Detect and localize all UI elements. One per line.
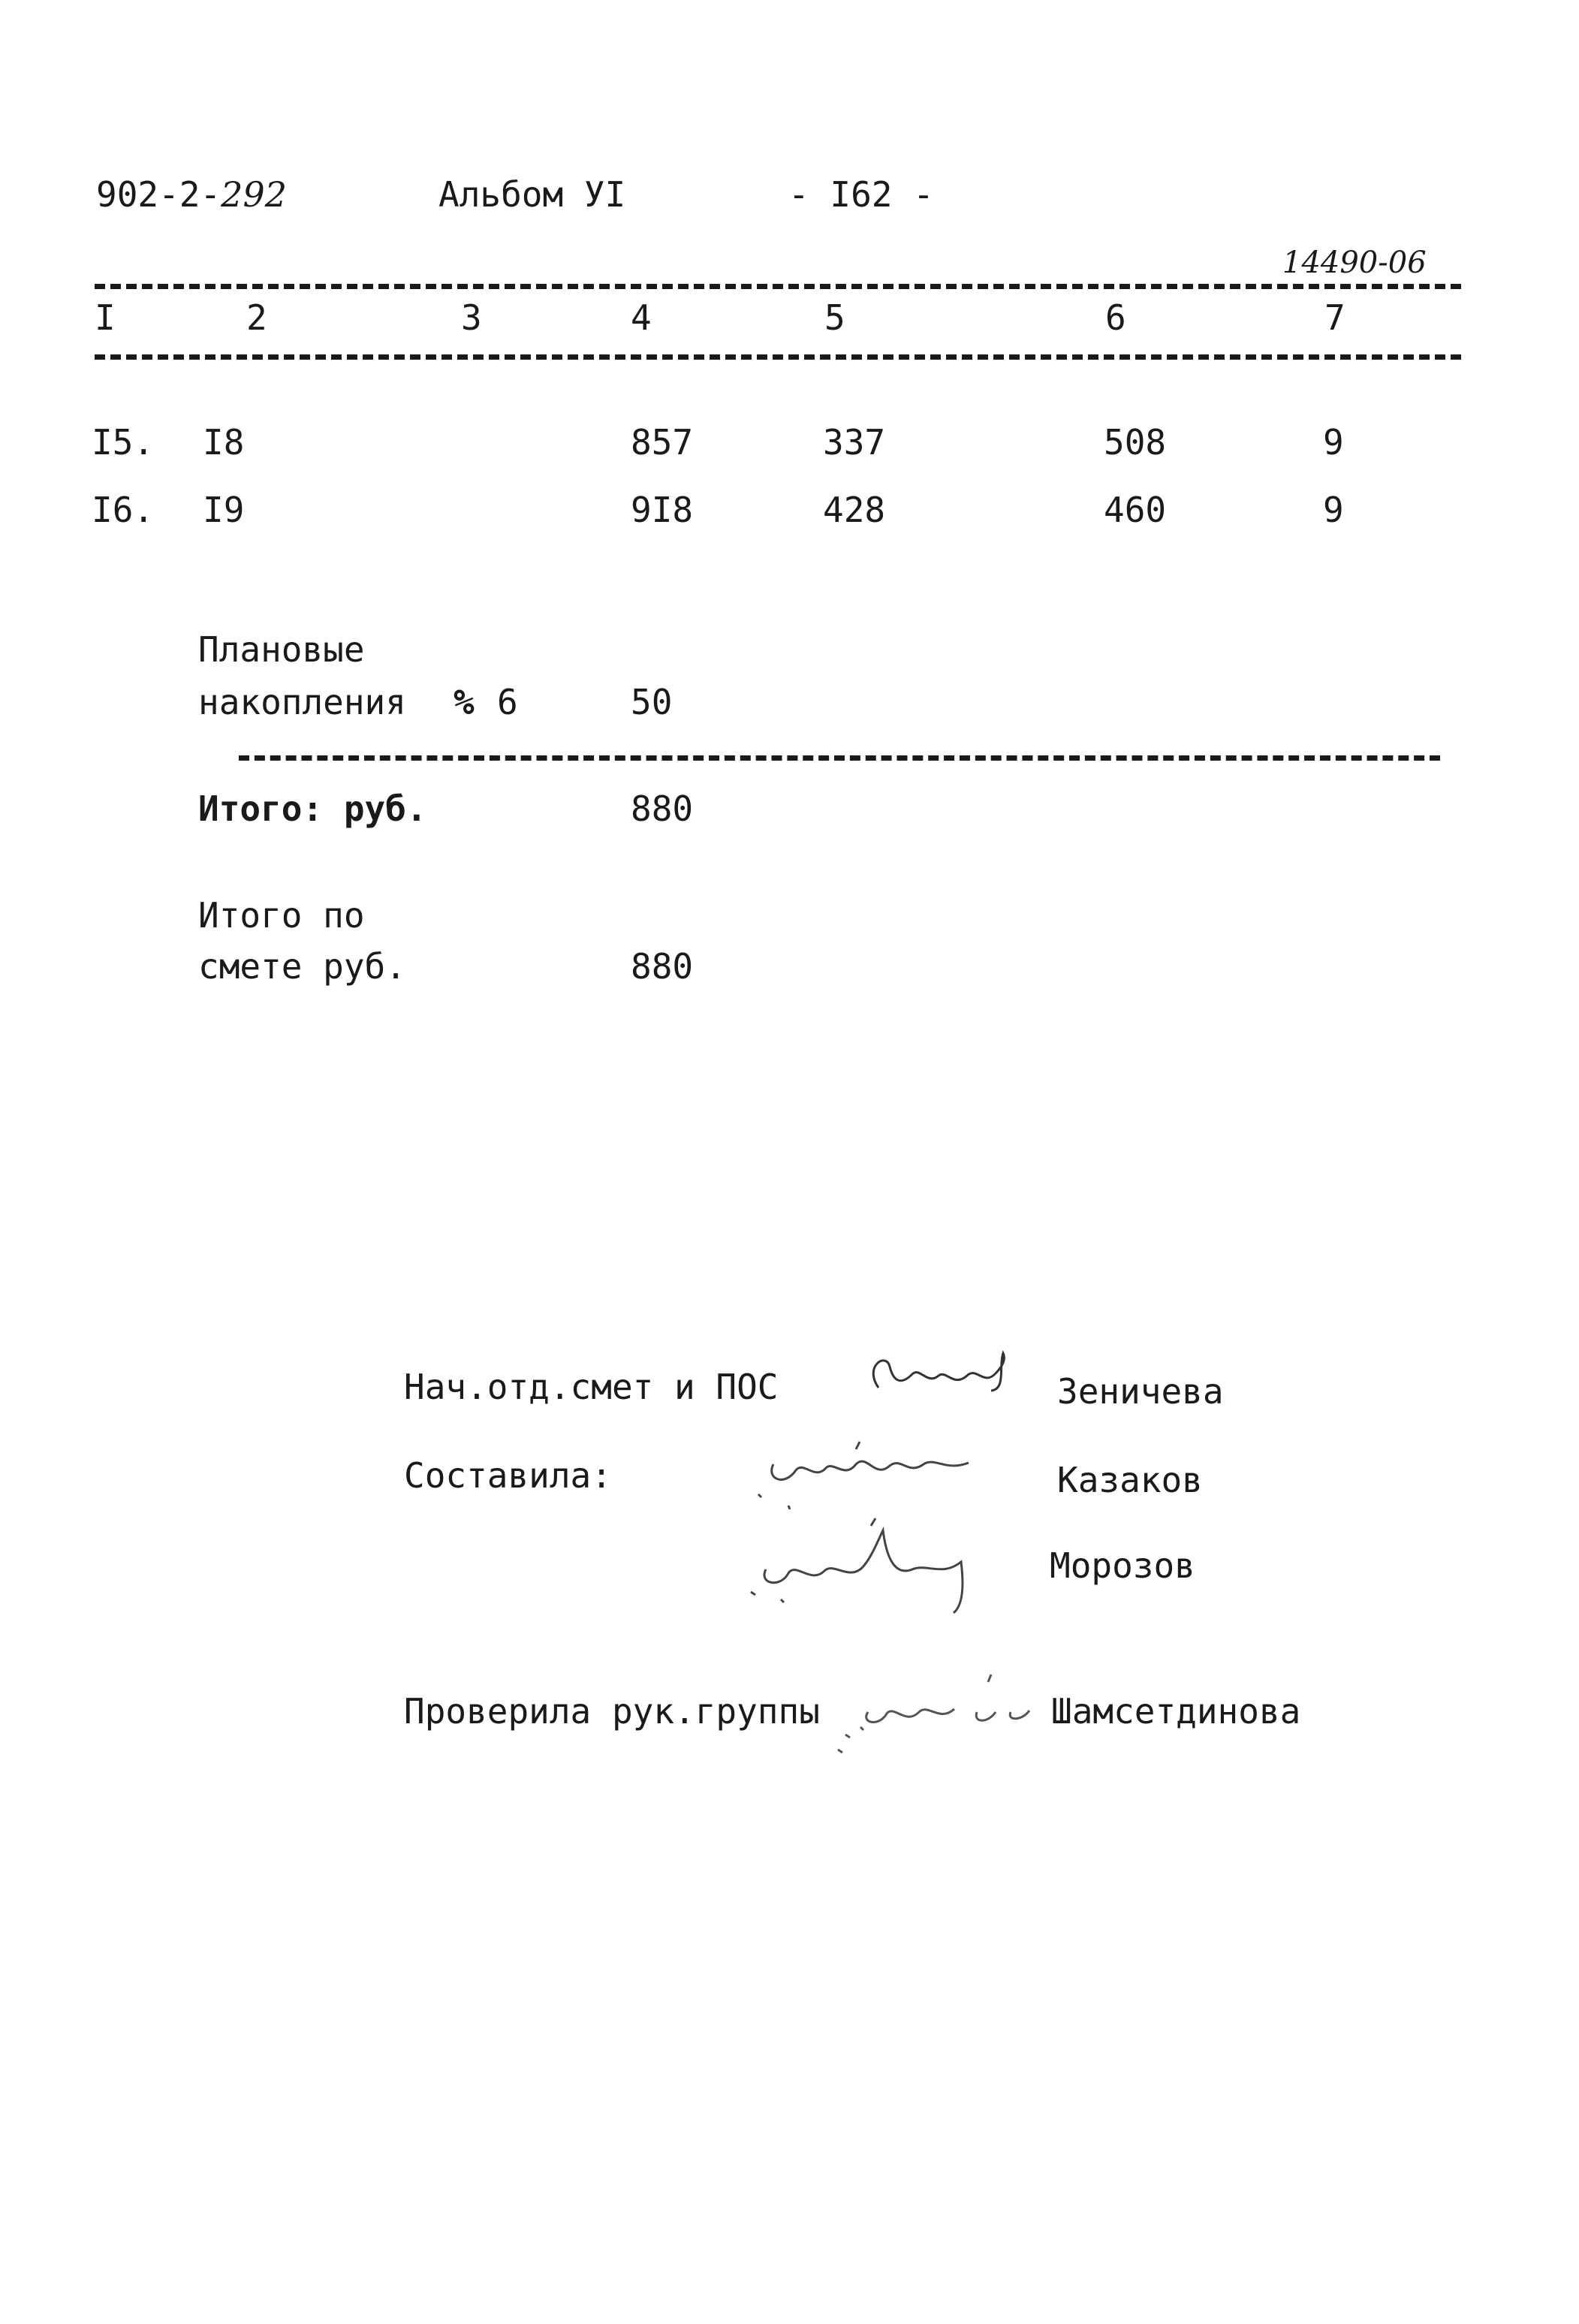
- signatory-role: Составила:: [404, 1455, 612, 1496]
- header-bottom-rule: [95, 354, 1461, 360]
- signatory-name: Шамсетдинова: [1051, 1691, 1301, 1732]
- document-code: [96, 174, 287, 215]
- album-label: Альбом УI: [438, 174, 626, 215]
- total-label: Итого: руб.: [198, 788, 427, 829]
- planned-value: 50: [631, 682, 673, 722]
- cell-col2: I9: [203, 490, 245, 530]
- column-header-1: I: [95, 297, 116, 338]
- signatory-name: Казаков: [1057, 1460, 1203, 1500]
- cell-col7: 9: [1323, 422, 1344, 463]
- header-top-rule: [95, 284, 1461, 289]
- planned-percent: 6: [497, 682, 518, 722]
- column-header-7: 7: [1324, 297, 1345, 338]
- signatory-name: Морозов: [1050, 1545, 1195, 1586]
- signatory-name: Зеничева: [1057, 1371, 1224, 1412]
- document-code-printed: 902-2-: [96, 174, 221, 215]
- planned-label-line1: Плановые: [198, 629, 365, 670]
- column-header-2: 2: [246, 297, 267, 338]
- signatory-role: Нач.отд.смет и ПОС: [404, 1367, 779, 1407]
- estimate-total-label-line2: смете руб.: [198, 946, 406, 987]
- estimate-total-value: 880: [631, 946, 694, 987]
- total-rule: [239, 755, 1440, 761]
- handwritten-signature-icon: [743, 1434, 1014, 1517]
- cell-col4: 9I8: [631, 490, 694, 530]
- estimate-total-label-line1: Итого по: [198, 895, 365, 936]
- cell-col6: 460: [1104, 490, 1167, 530]
- handwritten-signature-icon: [815, 1652, 1056, 1765]
- inventory-number: 14490-06: [1282, 246, 1427, 280]
- percent-sign: %: [454, 682, 475, 722]
- handwritten-signature-icon: [856, 1344, 1036, 1404]
- cell-col5: 428: [823, 490, 886, 530]
- cell-col2: I8: [203, 422, 245, 463]
- handwritten-signature-icon: [736, 1509, 1006, 1614]
- cell-col7: 9: [1323, 490, 1344, 530]
- column-header-3: 3: [461, 297, 482, 338]
- signatory-role: Проверила рук.группы: [404, 1691, 820, 1732]
- column-header-6: 6: [1105, 297, 1126, 338]
- column-header-4: 4: [631, 297, 652, 338]
- cell-col4: 857: [631, 422, 694, 463]
- row-number: I5.: [92, 422, 155, 463]
- document-code-handwritten: 292: [221, 174, 287, 215]
- column-header-5: 5: [824, 297, 845, 338]
- total-value: 880: [631, 788, 694, 829]
- cell-col6: 508: [1104, 422, 1167, 463]
- page-number: - I62 -: [788, 174, 934, 215]
- row-number: I6.: [92, 490, 155, 530]
- cell-col5: 337: [823, 422, 886, 463]
- planned-label-line2: накопления: [198, 682, 406, 722]
